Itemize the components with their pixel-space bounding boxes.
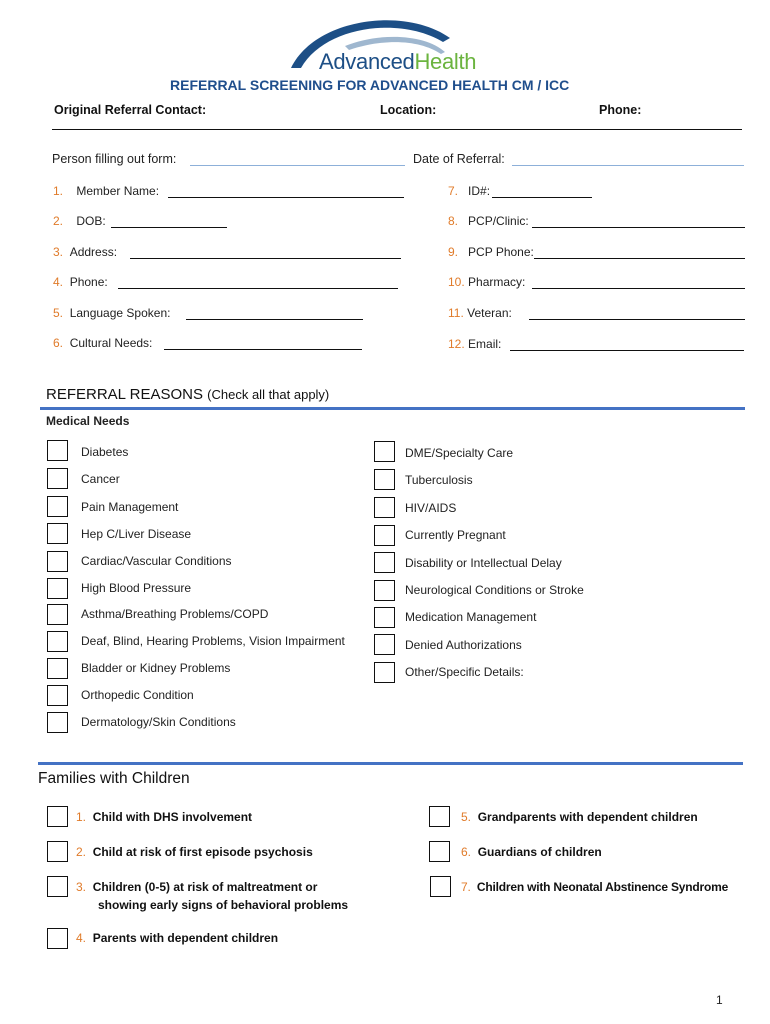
item-number: 3. xyxy=(76,880,87,894)
family-item-5 xyxy=(461,808,751,826)
item-number: 7. xyxy=(461,880,471,894)
field-address xyxy=(53,245,117,259)
family-item-1 xyxy=(76,808,376,826)
field-number: 1. xyxy=(53,184,64,198)
person-filling-label: Person filling out form: xyxy=(52,152,177,166)
item-label: Children with Neonatal Abstinence Syndrome xyxy=(476,880,729,894)
field-number: 6. xyxy=(53,336,64,350)
checkbox-label: HIV/AIDS xyxy=(405,501,457,515)
item-number: 6. xyxy=(461,845,472,859)
item-number: 4. xyxy=(76,931,87,945)
location-label: Location: xyxy=(380,103,437,117)
checkbox-pain-management[interactable] xyxy=(47,496,68,517)
checkbox-hep-c[interactable] xyxy=(47,523,68,544)
family-item-3 xyxy=(76,878,366,914)
id-input[interactable] xyxy=(492,197,592,198)
pcp-phone-input[interactable] xyxy=(534,258,745,259)
checkbox-dermatology[interactable] xyxy=(47,712,68,733)
checkbox-label: Denied Authorizations xyxy=(405,638,522,652)
families-divider xyxy=(38,762,743,765)
language-spoken-input[interactable] xyxy=(186,319,363,320)
checkbox-label: Other/Specific Details: xyxy=(405,665,524,679)
checkbox-label: High Blood Pressure xyxy=(81,581,192,595)
checkbox-label: Diabetes xyxy=(81,445,129,459)
logo-text xyxy=(319,51,476,73)
checkbox-other-specific[interactable] xyxy=(374,662,395,683)
checkbox-children-0-5[interactable] xyxy=(47,876,68,897)
item-number: 1. xyxy=(76,810,87,824)
item-label: Children (0-5) at risk of maltreatment or showing early signs of behavioral problems xyxy=(92,880,349,912)
checkbox-cardiac[interactable] xyxy=(47,551,68,572)
field-label: Email: xyxy=(468,337,502,351)
field-pcp-phone xyxy=(448,245,534,259)
field-label: PCP Phone: xyxy=(468,245,534,259)
checkbox-diabetes[interactable] xyxy=(47,440,68,461)
field-veteran xyxy=(448,306,512,320)
field-label: Pharmacy: xyxy=(468,275,526,289)
field-number: 2. xyxy=(53,214,64,228)
member-name-input[interactable] xyxy=(168,197,404,198)
checkbox-cancer[interactable] xyxy=(47,468,68,489)
pcp-clinic-input[interactable] xyxy=(532,227,745,228)
checkbox-disability[interactable] xyxy=(374,552,395,573)
checkbox-psychosis-risk[interactable] xyxy=(47,841,68,862)
checkbox-label: Cardiac/Vascular Conditions xyxy=(81,554,232,568)
field-number: 12. xyxy=(448,337,465,351)
logo xyxy=(285,8,495,74)
checkbox-currently-pregnant[interactable] xyxy=(374,525,395,546)
item-label: Grandparents with dependent children xyxy=(477,810,698,824)
field-label: DOB: xyxy=(76,214,106,228)
checkbox-label: Dermatology/Skin Conditions xyxy=(81,715,236,729)
checkbox-parents-dependent[interactable] xyxy=(47,928,68,949)
field-number: 10. xyxy=(448,275,465,289)
page-title: REFERRAL SCREENING FOR ADVANCED HEALTH CM / ICC xyxy=(170,77,570,93)
checkbox-asthma[interactable] xyxy=(47,604,68,625)
field-number: 9. xyxy=(448,245,459,259)
checkbox-grandparents[interactable] xyxy=(429,806,450,827)
checkbox-guardians[interactable] xyxy=(429,841,450,862)
field-number: 4. xyxy=(53,275,64,289)
field-number: 7. xyxy=(448,184,459,198)
referral-contact-label: Original Referral Contact: xyxy=(54,103,207,117)
item-number: 5. xyxy=(461,810,472,824)
veteran-input[interactable] xyxy=(529,319,745,320)
phone-label: Phone: xyxy=(599,103,642,117)
address-input[interactable] xyxy=(130,258,401,259)
field-number: 5. xyxy=(53,306,64,320)
item-label: Child at risk of first episode psychosis xyxy=(92,845,313,859)
item-label: Child with DHS involvement xyxy=(92,810,253,824)
date-of-referral-label: Date of Referral: xyxy=(413,152,505,166)
checkbox-label: Hep C/Liver Disease xyxy=(81,527,192,541)
field-label: Cultural Needs: xyxy=(69,336,153,350)
logo-text-health: Health xyxy=(414,49,477,74)
logo-text-advanced: Advanced xyxy=(319,49,415,74)
field-language-spoken xyxy=(53,306,170,320)
field-label: Address: xyxy=(69,245,118,259)
family-item-4 xyxy=(76,929,376,947)
page-number: 1 xyxy=(716,993,723,1007)
field-dob xyxy=(53,214,106,228)
email-input[interactable] xyxy=(510,350,744,351)
checkbox-label: Currently Pregnant xyxy=(405,528,506,542)
person-filling-field[interactable] xyxy=(190,165,405,166)
checkbox-label: Asthma/Breathing Problems/COPD xyxy=(81,607,269,621)
checkbox-label: Cancer xyxy=(81,472,120,486)
header-underline xyxy=(52,129,742,130)
checkbox-deaf-blind[interactable] xyxy=(47,631,68,652)
dob-input[interactable] xyxy=(111,227,227,228)
checkbox-bladder-kidney[interactable] xyxy=(47,658,68,679)
field-cultural-needs xyxy=(53,336,152,350)
field-number: 3. xyxy=(53,245,64,259)
referral-reasons-heading xyxy=(46,386,329,403)
medical-needs-label: Medical Needs xyxy=(46,414,130,428)
checkbox-label: Orthopedic Condition xyxy=(81,688,194,702)
checkbox-orthopedic[interactable] xyxy=(47,685,68,706)
field-label: PCP/Clinic: xyxy=(468,214,529,228)
family-item-2 xyxy=(76,843,376,861)
families-heading: Families with Children xyxy=(38,770,190,787)
referral-reasons-title: REFERRAL REASONS xyxy=(46,386,203,403)
checkbox-tuberculosis[interactable] xyxy=(374,469,395,490)
family-item-7 xyxy=(461,878,761,896)
checkbox-neonatal-abstinence[interactable] xyxy=(430,876,451,897)
field-id xyxy=(448,184,490,198)
checkbox-label: Deaf, Blind, Hearing Problems, Vision Impairment xyxy=(81,634,345,648)
phone-input[interactable] xyxy=(118,288,398,289)
checkbox-label: Medication Management xyxy=(405,610,537,624)
pharmacy-input[interactable] xyxy=(532,288,745,289)
checkbox-dhs-involvement[interactable] xyxy=(47,806,68,827)
field-pharmacy xyxy=(448,275,525,289)
field-email xyxy=(448,337,501,351)
field-label: Veteran: xyxy=(467,306,512,320)
checkbox-label: Neurological Conditions or Stroke xyxy=(405,583,584,597)
checkbox-dme[interactable] xyxy=(374,441,395,462)
cultural-needs-input[interactable] xyxy=(164,349,362,350)
field-number: 8. xyxy=(448,214,459,228)
field-label: Member Name: xyxy=(76,184,160,198)
checkbox-label: Pain Management xyxy=(81,500,179,514)
referral-reasons-divider xyxy=(40,407,745,410)
referral-reasons-subtitle: (Check all that apply) xyxy=(207,387,330,402)
checkbox-label: Tuberculosis xyxy=(405,473,473,487)
checkbox-label: Disability or Intellectual Delay xyxy=(405,556,562,570)
item-label: Parents with dependent children xyxy=(92,931,279,945)
field-phone xyxy=(53,275,108,289)
field-member-name xyxy=(53,184,159,198)
item-label: Guardians of children xyxy=(477,845,602,859)
field-label: Language Spoken: xyxy=(69,306,171,320)
checkbox-medication-management[interactable] xyxy=(374,607,395,628)
checkbox-label: Bladder or Kidney Problems xyxy=(81,661,231,675)
date-of-referral-field[interactable] xyxy=(512,165,744,166)
checkbox-hiv-aids[interactable] xyxy=(374,497,395,518)
checkbox-neurological[interactable] xyxy=(374,580,395,601)
field-label: ID#: xyxy=(468,184,491,198)
field-pcp-clinic xyxy=(448,214,529,228)
item-number: 2. xyxy=(76,845,87,859)
field-label: Phone: xyxy=(69,275,108,289)
checkbox-denied-authorizations[interactable] xyxy=(374,634,395,655)
family-item-6 xyxy=(461,843,751,861)
checkbox-label: DME/Specialty Care xyxy=(405,446,514,460)
checkbox-high-blood-pressure[interactable] xyxy=(47,578,68,599)
field-number: 11. xyxy=(448,306,464,320)
